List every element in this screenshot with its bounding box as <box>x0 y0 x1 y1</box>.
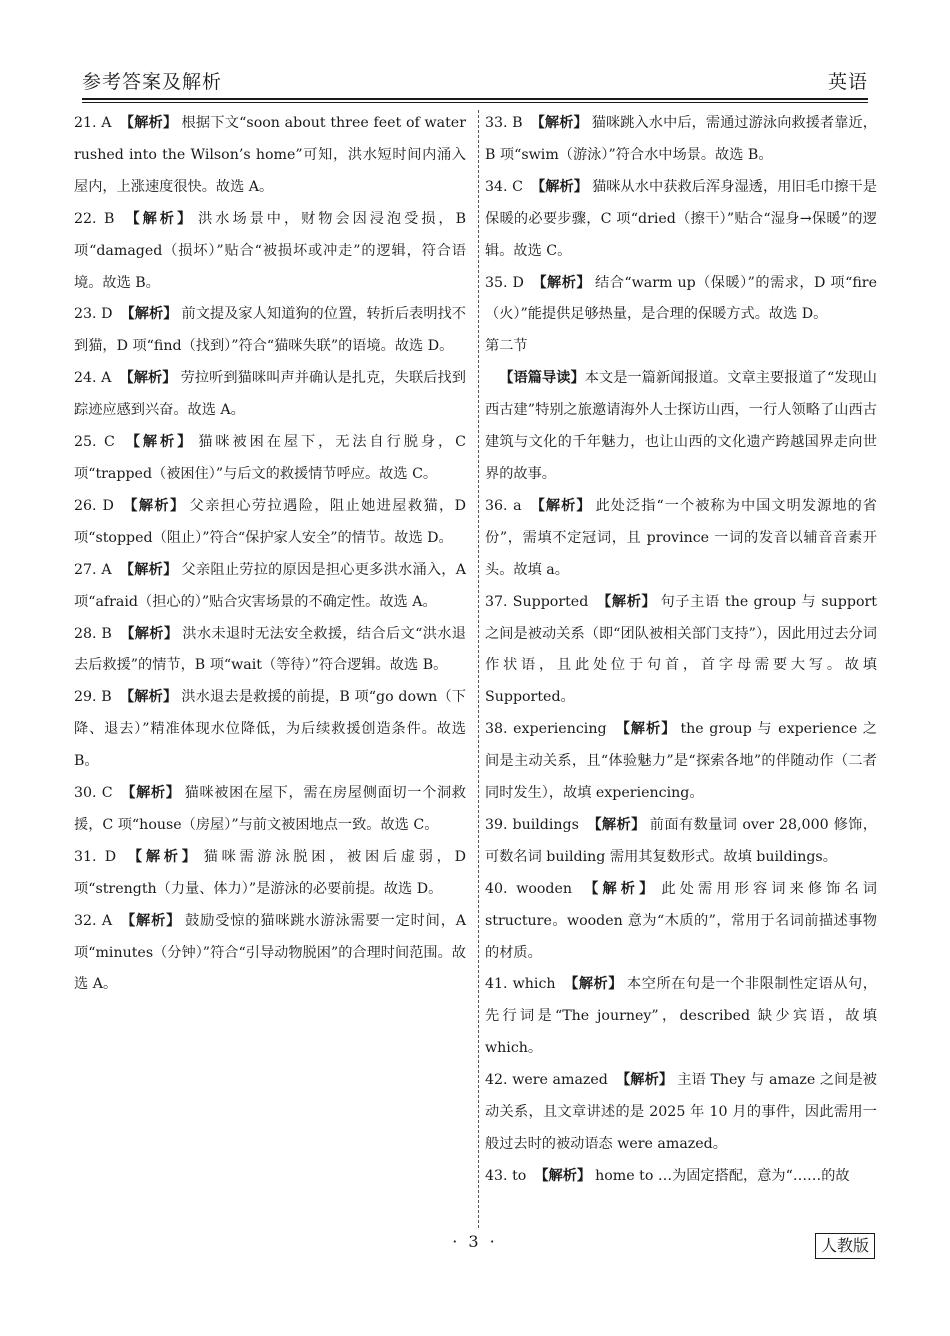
left-column <box>74 108 466 1001</box>
answer-number: 33. B <box>485 115 523 131</box>
analysis-text: 此处泛指“一个被称为中国文明发源地的省份”，需填不定冠词，且 province 一词的发音以辅音音素开头。故填 a。 <box>485 497 877 578</box>
analysis-text: 主语 They 与 amaze 之间是被动关系，且文章讲述的是 2025 年 10 月的事件，因此需用一般过去时的被动语态 were amazed。 <box>485 1072 877 1152</box>
analysis-text: 洪水退去是救援的前提，B 项“go down（下降、退去）”精准体现水位降低，为后续救援创造条件。故选 B。 <box>74 689 466 770</box>
answer-number: 31. D <box>74 848 117 865</box>
analysis-text: 句子主语 the group 与 support 之间是被动关系（即“团队被相关部门支持”），因此用过去分词作状语，且此处位于句首，首字母需要大写。故填 Supported。 <box>485 593 877 706</box>
answer-number: 39. buildings <box>485 816 579 833</box>
page-header <box>82 58 868 94</box>
analysis-text: 此处需用形容词来修饰名词 structure。wooden 意为“木质的”，常用于名词前描述事物的材质。 <box>485 880 877 961</box>
analysis-tag: 【解析】 <box>580 880 658 897</box>
answer-entry <box>485 714 877 810</box>
answer-number: 30. C <box>74 785 113 802</box>
analysis-tag: 【解析】 <box>531 274 592 291</box>
answer-number: 22. B <box>74 210 115 227</box>
answer-entry <box>485 1065 877 1161</box>
analysis-text: 洪水场景中，财物会因浸泡受损，B 项“damaged（损坏）”贴合“被损坏或冲走”的逻辑，符合语境。故选 B。 <box>74 210 466 291</box>
analysis-text: 猫咪被困在屋下，无法自行脱身，C 项“trapped（被困住）”与后文的救援情节呼应。故选 C。 <box>74 434 466 482</box>
analysis-tag: 【解析】 <box>124 848 200 865</box>
answer-number: 24. A <box>74 370 112 387</box>
answer-number: 23. D <box>74 306 113 323</box>
answers-33-35 <box>485 108 877 331</box>
answer-entry <box>74 427 466 491</box>
answer-entry <box>74 682 466 778</box>
answer-number: 42. were amazed <box>485 1072 608 1089</box>
analysis-tag: 【解析】 <box>122 434 195 451</box>
analysis-tag: 【解析】 <box>614 721 677 738</box>
analysis-text: 猫咪需游泳脱困，被困后虚弱，D 项“strength（力量、体力）”是游泳的必要前提。故选 D。 <box>74 848 466 897</box>
section-title: 第二节 <box>485 338 528 355</box>
edition-badge: 人教版 <box>815 1233 875 1259</box>
header-subject: 英语 <box>827 71 868 93</box>
analysis-tag: 【解析】 <box>119 625 179 642</box>
answer-entry <box>485 969 877 1065</box>
analysis-text: the group 与 experience 之间是主动关系，且“体验魅力”是“探索各地”的伴随动作（二者同时发生），故填 experiencing。 <box>485 721 877 802</box>
answer-entry <box>74 204 466 300</box>
analysis-text: 前文提及家人知道狗的位置，转折后表明找不到猫，D 项“find（找到）”符合“猫咪失联”的语境。故选 D。 <box>74 306 466 355</box>
answer-entry <box>74 299 466 363</box>
answer-entry <box>485 810 877 874</box>
analysis-tag: 【解析】 <box>119 370 177 387</box>
analysis-tag: 【解析】 <box>596 593 657 610</box>
answer-entry <box>74 842 466 906</box>
answer-number: 34. C <box>485 178 523 195</box>
answer-entry <box>485 874 877 970</box>
analysis-tag: 【解析】 <box>586 816 646 833</box>
analysis-tag: 【解析】 <box>531 178 589 195</box>
answer-entry <box>74 491 466 555</box>
answer-number: 43. to <box>485 1167 527 1184</box>
answer-number: 41. which <box>485 976 556 993</box>
analysis-text: 本空所在句是一个非限制性定语从句，先行词是“The journey”，described 缺少宾语，故填 which。 <box>485 976 877 1057</box>
answer-entry <box>485 268 877 332</box>
answer-entry <box>74 778 466 842</box>
analysis-tag: 【解析】 <box>122 210 195 227</box>
answer-number: 27. A <box>74 561 112 578</box>
analysis-text: 根据下文“soon about three feet of water rushed into the Wilson’s home”可知，洪水短时间内涌入屋内，上涨速度很快。故选 A。 <box>74 115 466 195</box>
analysis-tag: 【解析】 <box>120 785 181 802</box>
analysis-text: 猫咪被困在屋下，需在房屋侧面切一个洞救援，C 项“house（房屋）”与前文被困地点一致。故选 C。 <box>74 785 466 833</box>
answer-number: 37. Supported <box>485 593 589 610</box>
header-rule <box>82 98 868 100</box>
answer-number: 26. D <box>74 497 114 514</box>
answer-entry <box>74 906 466 1002</box>
reading-guide-text: 本文是一篇新闻报道。文章主要报道了“发现山西古建”特别之旅邀请海外人士探访山西，一行人领略了山西古建筑与文化的千年魅力，也让山西的文化遗产跨越国界走向世界的故事。 <box>485 370 877 482</box>
answers-36-43 <box>485 491 877 1193</box>
analysis-tag: 【解析】 <box>615 1072 674 1089</box>
answer-number: 38. experiencing <box>485 721 607 738</box>
page-number: · 3 · <box>452 1232 498 1251</box>
answer-entry <box>485 172 877 268</box>
analysis-text: home to …为固定搭配，意为“……的故 <box>595 1167 850 1184</box>
analysis-text: 前面有数量词 over 28,000 修饰，可数名词 building 需用其复数形式。故填 buildings。 <box>485 816 877 865</box>
analysis-text: 父亲阻止劳拉的原因是担心更多洪水涌入，A 项“afraid（担心的）”贴合灾害场景的不确定性。故选 A。 <box>74 561 466 610</box>
header-rule-thin <box>82 102 868 103</box>
analysis-tag: 【解析】 <box>120 306 178 323</box>
answer-number: 25. C <box>74 434 115 451</box>
analysis-tag: 【解析】 <box>563 976 624 993</box>
answer-entry <box>485 587 877 715</box>
header-left-title: 参考答案及解析 <box>82 71 223 93</box>
reading-guide <box>485 363 877 491</box>
analysis-tag: 【解析】 <box>121 497 186 514</box>
analysis-tag: 【解析】 <box>529 497 592 514</box>
answer-number: 29. B <box>74 689 112 706</box>
analysis-text: 猫咪跳入水中后，需通过游泳向救援者靠近，B 项“swim（游泳）”符合水中场景。故选 B。 <box>485 115 877 163</box>
answer-entry <box>485 108 877 172</box>
analysis-tag: 【解析】 <box>119 561 178 578</box>
analysis-text: 洪水未退时无法安全救援，结合后文“洪水退去后救援”的情节，B 项“wait（等待）”符合逻辑。故选 B。 <box>74 625 466 674</box>
answer-number: 28. B <box>74 625 112 642</box>
answer-number: 32. A <box>74 912 113 929</box>
analysis-text: 猫咪从水中获救后浑身湿透，用旧毛巾擦干是保暖的必要步骤，C 项“dried（擦干）”贴合“湿身→保暖”的逻辑。故选 C。 <box>485 178 877 259</box>
column-divider <box>478 110 479 1228</box>
analysis-tag: 【解析】 <box>119 115 178 131</box>
analysis-tag: 【解析】 <box>119 689 178 706</box>
answer-entry <box>485 1161 877 1193</box>
analysis-text: 鼓励受惊的猫咪跳水游泳需要一定时间，A 项“minutes（分钟）”符合“引导动物脱困”的合理时间范围。故选 A。 <box>74 912 466 993</box>
analysis-tag: 【解析】 <box>530 115 588 131</box>
answer-number: 21. A <box>74 115 112 131</box>
analysis-text: 父亲担心劳拉遇险，阻止她进屋救猫，D 项“stopped（阻止）”符合“保护家人安全”的情节。故选 D。 <box>74 497 466 546</box>
analysis-tag: 【解析】 <box>120 912 182 929</box>
analysis-text: 劳拉听到猫咪叫声并确认是扎克，失联后找到踪迹应感到兴奋。故选 A。 <box>74 370 466 419</box>
answer-number: 35. D <box>485 274 524 291</box>
answer-entry <box>74 108 466 204</box>
reading-guide-tag: 【语篇导读】 <box>499 370 585 387</box>
answer-entry <box>74 619 466 683</box>
answer-number: 40. wooden <box>485 880 573 897</box>
answer-entry <box>74 363 466 427</box>
answer-entry <box>74 555 466 619</box>
right-column <box>485 108 877 1193</box>
analysis-tag: 【解析】 <box>534 1167 592 1184</box>
answer-number: 36. a <box>485 497 522 514</box>
answer-entry <box>485 491 877 587</box>
analysis-text: 结合“warm up（保暖）”的需求，D 项“fire（火）”能提供足够热量，是合理的保暖方式。故选 D。 <box>485 274 877 323</box>
